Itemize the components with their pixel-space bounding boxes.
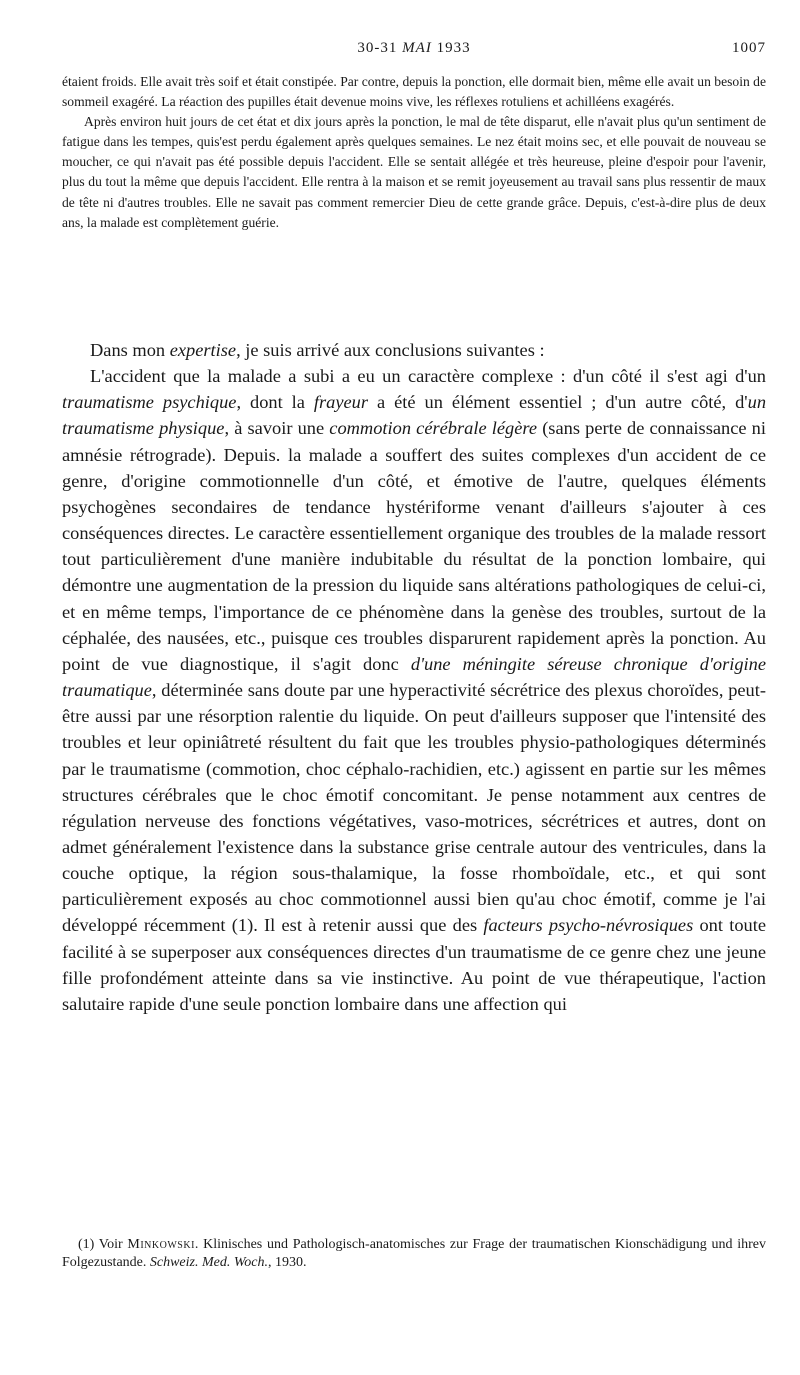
emphasis: expertise (169, 340, 237, 360)
emphasis: facteurs psycho-névrosiques (483, 915, 694, 936)
conclusions-intro: Dans mon expertise, je suis arrivé aux conclusions suivantes : (90, 340, 545, 360)
page-header (62, 40, 766, 66)
emphasis: frayeur (313, 392, 369, 413)
footnote-text: (1) Voir Minkowski. Klinisches und Pathologisch-anatomisches zur Frage der traumatischen Kionschädigung und ihrev Folgezustande. Schweiz. Med. Woch., 1930. (62, 1237, 766, 1270)
emphasis: commotion cérébrale légère (329, 418, 538, 439)
emphasis: traumatisme psychique (62, 392, 237, 413)
emphasis: d'une méningite séreuse chronique d'origine traumatique (62, 653, 767, 701)
document-page (62, 0, 766, 1375)
conclusions-text (62, 337, 766, 1017)
header-date: 30-31 (357, 40, 403, 56)
small-paragraph: étaient froids. Elle avait très soif et était constipée. Par contre, depuis la ponction, elle dormait bien, même elle avait un besoin de sommeil exagéré. La réaction des pupilles était devenue moins vive, les réflexes rotuliens et achilléens exagérés. (62, 74, 767, 110)
small-paragraph: Après environ huit jours de cet état et dix jours après la ponction, le mal de tête disparut, elle n'avait plus qu'un sentiment de fatigue dans les tempes, quis'est perdu également après quelques semaines. Le nez était moins sec, et elle pouvait de nouveau se moucher, ce qui n'avait pas été possible depuis l'accident. Elle se sentait allégée et très heureuse, pleine d'espoir pour l'avenir, plus du tout la même que depuis l'accident. Elle rentra à la maison et se remit joyeusement au travail sans plus ressentir de maux de tête ni d'autres troubles. Elle ne savait pas comment remercier Dieu de cette grande grâce. Depuis, c'est-à-dire plus de deux ans, la malade est complètement guérie. (62, 114, 766, 230)
emphasis: un traumatisme physique (62, 392, 767, 439)
page-number: 1007 (732, 40, 766, 56)
case-report-text (62, 72, 766, 233)
footnote-journal: Schweiz. Med. Woch. (149, 1255, 268, 1270)
footnote-author: Minkowski (127, 1237, 195, 1252)
header-year: 1933 (431, 40, 471, 56)
conclusions-body: L'accident que la malade a subi a eu un caractère complexe : d'un côté il s'est agi d'un traumatisme psychique, dont la frayeur a été un élément essentiel ; d'un autre côté, d'un traumatisme physique, à savoir une commotion cérébrale légère (sans perte de connaissance ni amnésie rétrograde). Depuis. la malade a souffert des suites complexes d'un accident de ce genre, d'origine commotionnelle d'un côté, et émotive de l'autre, quelques éléments psychogènes secondaires de tendance hystériforme venant d'ailleurs s'ajouter à ces conséquences directes. Le caractère essentiellement organique des troubles de la malade ressort tout particulièrement d'une manière indubitable du résultat de la ponction lombaire, qui démontre une augmentation de la pression du liquide sans altérations pathologiques de celui-ci, et en même temps, l'importance de ce phénomène dans la genèse des troubles, surtout de la céphalée, des nausées, etc., puisque ces troubles disparurent rapidement après la ponction. Au point de vue diagnostique, il s'agit donc d'une méningite séreuse chronique d'origine traumatique, déterminée sans doute par une hyperactivité sécrétrice des plexus choroïdes, peut-être aussi par une résorption ralentie du liquide. On peut d'ailleurs supposer que l'intensité des troubles et leur opiniâtreté résultent du fait que les troubles physio-pathologiques déterminés par le traumatisme (commotion, choc céphalo-rachidien, etc.) agissent en partie sur les mêmes structures cérébrales que le choc émotif concomitant. Je pense notamment aux centres de régulation nerveuse des fonctions végétatives, vaso-motrices, sécrétrices et autres, dont on admet généralement l'existence dans la substance grise centrale autour des ventricules, dans la couche optique, la région sous-thalamique, la fosse rhomboïdale, etc., et qui sont particulièrement exposés au choc commotionnel aussi bien qu'au choc émotif, comme je l'ai développé récemment (1). Il est à retenir aussi que des facteurs psycho-névrosiques ont toute facilité à se superposer aux conséquences directes d'un traumatisme de ce genre chez une jeune fille profondément atteinte dans sa vie instinctive. Au point de vue thérapeutique, l'action salutaire rapide d'une seule ponction lombaire dans une affection qui (62, 366, 767, 1014)
running-head (62, 40, 766, 57)
footnote (62, 1236, 766, 1272)
header-month: MAI (402, 40, 432, 56)
